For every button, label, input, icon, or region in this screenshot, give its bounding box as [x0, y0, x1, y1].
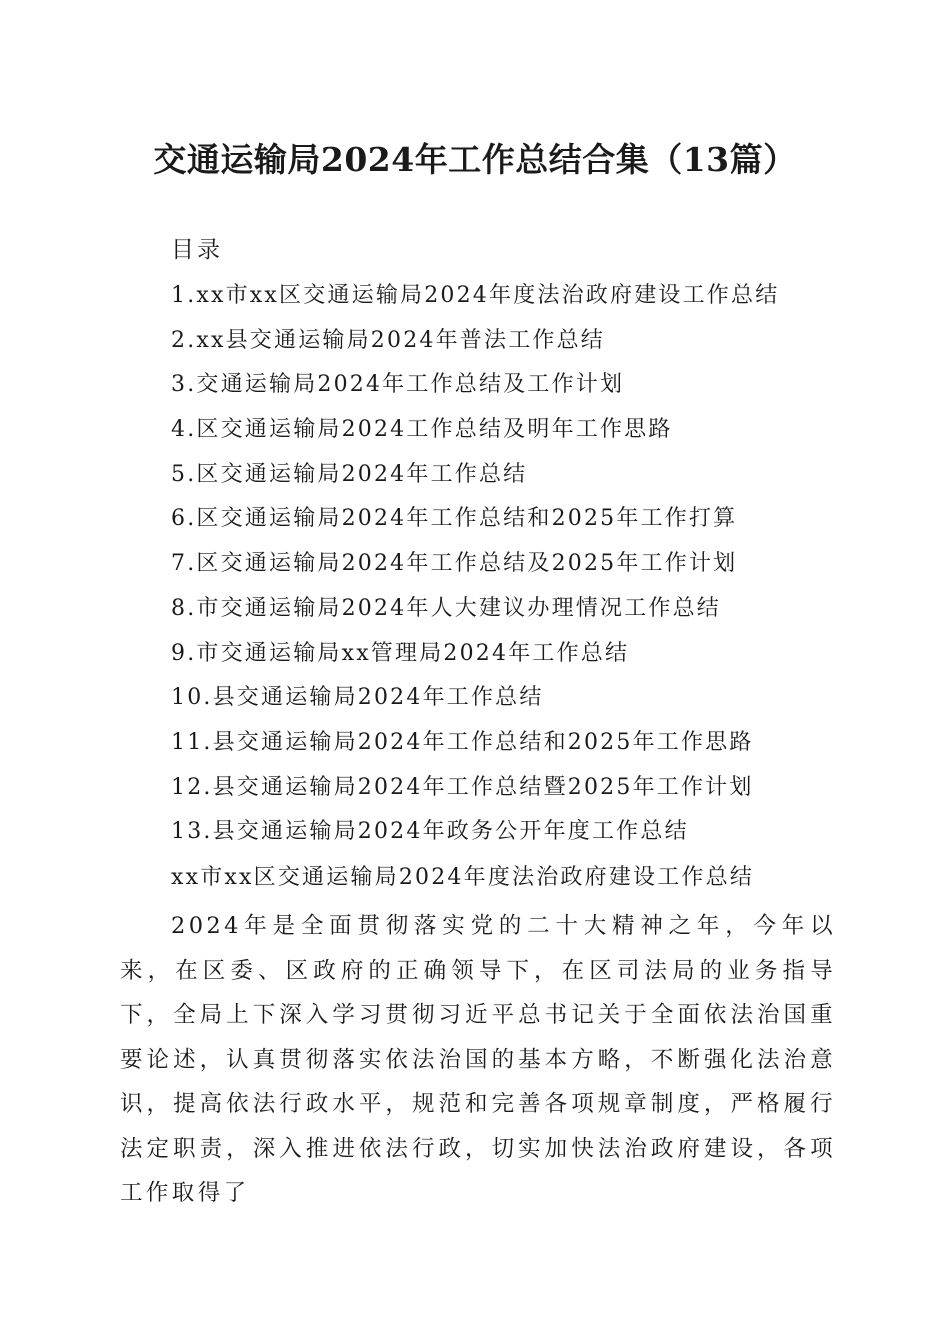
- toc-heading: 目录: [171, 237, 223, 263]
- toc-item: 10.县交通运输局2024年工作总结: [171, 685, 544, 711]
- toc-item: 3.交通运输局2024年工作总结及工作计划: [171, 372, 625, 398]
- toc-item: 4.区交通运输局2024工作总结及明年工作思路: [171, 417, 673, 443]
- toc-item: 6.区交通运输局2024年工作总结和2025年工作打算: [171, 506, 738, 532]
- table-of-contents: [171, 278, 779, 859]
- body-paragraph: 2024年是全面贯彻落实党的二十大精神之年，今年以来，在区委、区政府的正确领导下，在区司法局的业务指导下，全局上下深入学习贯彻习近平总书记关于全面依法治国重要论述，认真贯彻落实依法治国的基本方略，不断强化法治意识，提高依法行政水平，规范和完善各项规章制度，严格履行法定职责，深入推进依法行政，切实加快法治政府建设，各项工作取得了: [120, 913, 836, 1206]
- toc-item: 2.xx县交通运输局2024年普法工作总结: [171, 327, 605, 353]
- toc-item: 9.市交通运输局xx管理局2024年工作总结: [171, 640, 630, 666]
- section-title: xx市xx区交通运输局2024年度法治政府建设工作总结: [171, 865, 755, 890]
- toc-item: 1.xx市xx区交通运输局2024年度法治政府建设工作总结: [171, 283, 780, 308]
- toc-item: 11.县交通运输局2024年工作总结和2025年工作思路: [171, 729, 754, 755]
- toc-item: 5.区交通运输局2024年工作总结: [171, 461, 528, 487]
- toc-item: 12.县交通运输局2024年工作总结暨2025年工作计划: [171, 774, 754, 800]
- toc-item: 13.县交通运输局2024年政务公开年度工作总结: [171, 819, 689, 845]
- toc-item: 8.市交通运输局2024年人大建议办理情况工作总结: [171, 595, 721, 621]
- toc-item: 7.区交通运输局2024年工作总结及2025年工作计划: [171, 551, 738, 577]
- document-title: 交通运输局2024年工作总结合集（13篇）: [153, 140, 797, 179]
